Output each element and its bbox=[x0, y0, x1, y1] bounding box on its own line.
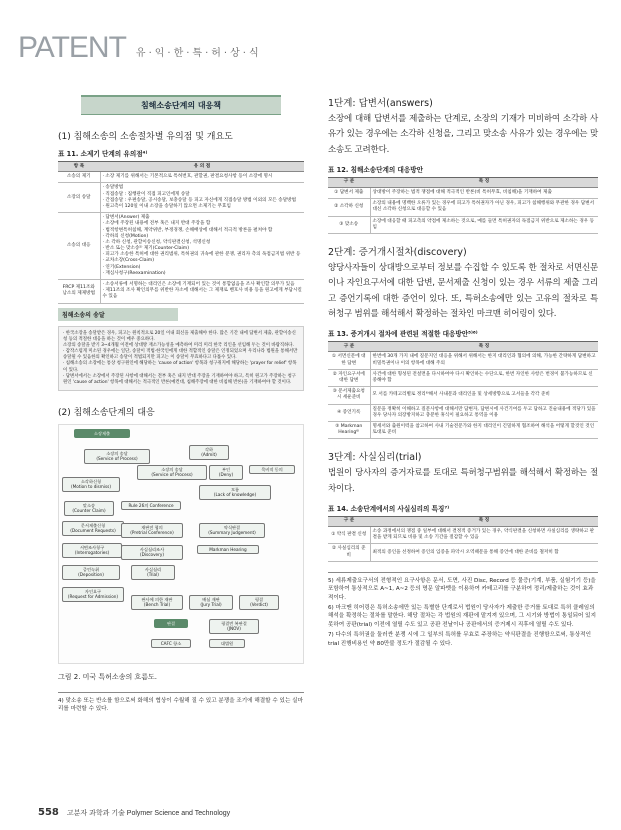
row-key: ① 답변서 제출 bbox=[328, 188, 370, 199]
table14-header: 구 분 bbox=[328, 516, 370, 526]
table-row bbox=[328, 544, 598, 561]
row-value: 모 서를 카테고리별로 정리⁶⁾해서 사내문과 대리인을 및 상세방향으로 고서들을 각각 준비 bbox=[370, 387, 598, 404]
row-key: ④ 증언기록 bbox=[328, 404, 370, 421]
table14 bbox=[328, 516, 598, 562]
header-korean: 유·익·한·특·허·상·식 bbox=[135, 48, 262, 59]
table-row bbox=[328, 352, 598, 369]
value-line: · 소 각하 신청, 관할이송신청, 약식판결신청, 석명신청 bbox=[102, 239, 211, 245]
flow-box: 소장의 송달 (Service of Process) bbox=[137, 465, 207, 480]
right-footnotes bbox=[328, 572, 598, 648]
flow-box: 소장제출 bbox=[74, 429, 130, 438]
value-line: · 교차소장(Cross-Claim) bbox=[102, 258, 155, 264]
table-row bbox=[58, 183, 304, 213]
row-key: ① 약식 판결 신청 bbox=[328, 527, 370, 544]
table-row bbox=[328, 421, 598, 438]
flow-box: Rule 26의 Conference bbox=[121, 501, 181, 510]
table11 bbox=[58, 161, 304, 304]
table-row bbox=[328, 369, 598, 386]
footnote-4: 4) 맞소송 또는 반소를 함으로써 화해의 협상이 수월해 질 수 있고 분쟁을 조기에 해결할 수 있는 실마리를 마련할 수 있다. bbox=[58, 692, 304, 714]
value-line: · 답변서(Answer) 제출 bbox=[102, 215, 150, 221]
flow-box: 재판전 협의 (Pretrial Conference) bbox=[121, 523, 183, 538]
row-value: 명세서와 출원이력을 참고하여 사내 기술전문가와 한지 대리인이 긴밀하게 협조하여 해석을 어떻게 할것인 것인 토대로 준비 bbox=[370, 421, 598, 438]
table12 bbox=[328, 177, 598, 234]
table13-caption: 표 13. 증거개시 절차에 관련된 적절한 대응방안⁵⁾⁶⁾ bbox=[328, 330, 478, 339]
value-list bbox=[103, 174, 303, 180]
row-key: 소장의 송달 bbox=[58, 183, 100, 213]
flow-box: 소장의 송달 (Service of Process) bbox=[84, 449, 150, 464]
stage2-title: 2단계: 증거개시절차(discovery) bbox=[328, 247, 467, 259]
flow-box: 서면조사청구 (Interrogatories) bbox=[62, 543, 122, 558]
row-value: 소송 과정에서의 쟁점 중 일부에 대해서 결정적 증거가 있는 경우, 약식판결을 신청하면 사실심리를 생략하고 판결을 받게 되므로 비용 및 소송 기간을 절감할 수 있음 bbox=[370, 527, 598, 544]
row-key: ② 소각하 신청 bbox=[328, 199, 370, 216]
footnote-line: 7) 다수의 특허권을 둘러싼 분쟁 시에 그 일부의 특허를 무효로 주장하는 약식판결을 진행함으로써, 통상적인 trial 진행비용인 약 80만불 정도가 절감될 수 있다. bbox=[328, 632, 591, 647]
row-key: ③ 문서제출요청 시 세운준비 bbox=[328, 387, 370, 404]
section-title: 침해소송단계의 대응책 bbox=[81, 95, 281, 115]
flow-box: 증언녹취 (Deposition) bbox=[62, 565, 120, 580]
value-line: · 간접송달 : 우편송달, 공시송달, 보충송달 등 피고 자신에게 직접송달 방법 이외의 모든 송달방법 bbox=[102, 197, 297, 203]
flow-box: 부인 (Deny) bbox=[209, 465, 243, 480]
heading-1: (1) 침해소송의 소송절차별 유의점 및 개요도 bbox=[58, 132, 233, 142]
flow-box: CAFC 항소 bbox=[151, 639, 191, 648]
value-line: · 소송서류에 서명하는 대리인은 소장에 기재되어 있는 것이 통합없음을 조사 확인할 의무가 있음 bbox=[102, 282, 295, 287]
flow-box: 평결번 복판결 (JNOV) bbox=[209, 619, 259, 634]
row-value: 상대방이 주장하는 법적 쟁점에 대해 적극적인 반론(비 특허무효, 비침해)을 기재하여 제출 bbox=[370, 188, 598, 199]
flow-box: 평결 (Verdict) bbox=[239, 595, 279, 610]
note-line: · 갑작스럽게 미소된 경우에는 일단, 송달이 적법·한국인에게 대한 적합적인 송달은 인정되었으며 우리나라 법원을 통해서만 송달될 수 있음한의 확인하고 송달이 적법되지만 피고는 이 송달이 무효하다고 다툴수 있다. bbox=[63, 349, 298, 361]
value-line: · 법적항변특허침해, 계약위반, 부정경쟁, 손해배상에 대해서 적극적 방론을 펼쳐야 함 bbox=[102, 227, 273, 233]
stage2-body: 양당사자들이 상대방으로부터 정보를 수집할 수 있도록 한 절차로 서면신문이나 자인요구서에 대한 답변, 문서제출 신청이 있는 경우 서류의 제출 그리고 증언기록에 대한 증언이 있다. 또, 특허소송에만 있는 고유의 절차로 특허청구 범위를 해석해서 확정하는 절차인 마크맨 히어링이 있다. bbox=[328, 263, 598, 319]
table-row bbox=[58, 213, 304, 280]
row-value: 소장에 대응할 때 피고측의 약점에 제소하는 것으로, 예를 들면 특허권자의 독점금지 위반으로 제소하는 경우 등임 bbox=[370, 216, 598, 233]
page-footer bbox=[38, 807, 230, 818]
table-row bbox=[328, 527, 598, 544]
note-line: · 답변서에서는 소장에서 주장된 사항에 대해서는 전부 혹은 내지 반대 주장을 기재하여야 하고, 특히 원고가 주장하는 청구원인 'cause of action' 항목에 대해서는 적극적인 반론(예컨대, 침해주장에 대한 비침해 반론)을 기재하여야 할 것이다. bbox=[63, 373, 296, 385]
flow-box: 사실심리 (Trial) bbox=[131, 565, 175, 580]
row-key: ⑤ Markman Hearing⁶⁾ bbox=[328, 421, 370, 438]
value-list bbox=[103, 185, 303, 210]
flow-box: 문서제출신청 (Document Requests) bbox=[62, 521, 124, 536]
table12-header: 특 징 bbox=[370, 177, 598, 187]
value-line: · 반소 또는 맞소송⁵⁾ 제기(Counter-Claim) bbox=[102, 246, 190, 252]
flow-box: 사실심리조사 (Discovery) bbox=[121, 545, 183, 560]
row-value: 한번에 30개 가지 내에 질문지인 대응을 위해서 위해서는 한지 대리인과 협의에 의해, 가능한 간략하게 답변하고 비밀특권이나 이의 항목에 대해 주의 bbox=[370, 352, 598, 369]
value-line: · 직접송달 : 집행관이 직접 피고인에게 송달 bbox=[102, 191, 190, 197]
flow-box: 배심 재판 (Jury Trial) bbox=[189, 595, 233, 610]
row-value bbox=[100, 213, 304, 280]
flow-box: 맞소송 (Counter Claim) bbox=[64, 501, 114, 516]
notes-box bbox=[58, 326, 304, 391]
stage3-title: 3단계: 사실심리(trial) bbox=[328, 452, 422, 464]
flow-box: 약식판결 (Summary Judgement) bbox=[199, 523, 265, 538]
flow-box: 판사에 의한 재판 (Bench Trial) bbox=[131, 595, 183, 610]
row-value bbox=[100, 183, 304, 213]
flow-box: 모름 (Lack of knowledge) bbox=[199, 485, 271, 500]
table-row bbox=[58, 172, 304, 183]
value-line: · 재심사청구(Reexamination) bbox=[102, 270, 166, 276]
right-column bbox=[328, 95, 598, 650]
stage3-body: 법원이 당사자의 증거자료를 토대로 특허청구범위를 해석해서 확정하는 절차이다. bbox=[328, 468, 598, 494]
row-value: 질문을 정확히 이해하고 질문사항에 대해서만 답변자, 답변시에 사건기여를 두고 답하고 진술내용에 적당가 있을 경우 당사자 의장방지하고 충분한 휴식이 필요하고 통역을 이용 bbox=[370, 404, 598, 421]
table13-header: 구 분 bbox=[328, 342, 370, 352]
row-value: 최적의 증인을 선정하여 증인의 입증을 파악시 오역때문을 통해 증언에 대한 준비를 철저히 함 bbox=[370, 544, 598, 561]
row-key: 소송의 제기 bbox=[58, 172, 100, 183]
table11-caption: 표 11. 소제기 단계의 유의점⁴⁾ bbox=[58, 150, 148, 158]
flow-diagram bbox=[58, 424, 304, 664]
row-key: ③ 맞소송 bbox=[328, 216, 370, 233]
table12-header: 구 분 bbox=[328, 177, 370, 187]
page-number: 558 bbox=[38, 807, 59, 818]
note-line: · 한국소장을 송달받은 경우, 피고는 원칙적으로 20일 이내 회신을 제출해야 한다. 많은 기간 내에 답변서 제출, 관할이송신청 등의 적절한 대응을 하는 것이 매우 중요하다. bbox=[63, 330, 296, 342]
row-key: ① 서면신문에 대한 답변 bbox=[328, 352, 370, 369]
value-list bbox=[103, 215, 303, 277]
sub-title: 침해소송의 송달 bbox=[58, 308, 178, 321]
flow-box: 판결 bbox=[154, 619, 188, 628]
flow-box: 대법원 bbox=[209, 639, 245, 648]
note-line: · 침해소송의 소장에는 통상 청구원인에 해당하는 'cause of action' 항목과 청구취지에 해당하는 'prayer for relief' 항목이 있다. bbox=[63, 361, 297, 373]
flow-box: Markman Hearing bbox=[197, 545, 259, 554]
stage1-body: 소장에 대해 답변서를 제출하는 단계로, 소장의 기재가 미비하여 소각하 사유가 있는 경우에는 소각하 신청을, 그리고 맞소송 사유가 있는 경우에는 맞소송도 고려한다. bbox=[328, 114, 598, 155]
publication-name: 고분자 과학과 기술 Polymer Science and Technology bbox=[66, 809, 231, 817]
table14-caption: 표 14. 소송단계에서의 사실심리의 특징⁷⁾ bbox=[328, 504, 450, 513]
value-line: · 제11조의 조사 확인의무를 위반한 자소에 대해서는 그 제재로 벤호사 비용 등을 원고에게 부담시킬 수 있음 bbox=[102, 288, 302, 300]
flow-box: 자인요구 (Request for Admission) bbox=[62, 587, 124, 602]
value-line: · 각하의 신청(Motion) bbox=[102, 233, 149, 239]
row-value: 사건에 대한 형성된 전설면을 다시하여야 다시 확인하는 수단으로, 한번 자인한 사항은 번경이 불가능하므로 신중해야 함 bbox=[370, 369, 598, 386]
table-row bbox=[328, 404, 598, 421]
row-key: ② 자인요구서에 대한 답변 bbox=[328, 369, 370, 386]
row-key: 소송의 대응 bbox=[58, 213, 100, 280]
table-row bbox=[328, 188, 598, 199]
footnote-line: 5) 세류제출요구서의 전형적인 요구사항은 문서, 도면, 사진 Disc, Record 등 물증(기계, 부품, 실험기기 등)을 포함하여 통상적으로 A~1, A~2 등의 명문 알파벳을 이용하여 카테고리를 구분하여 정리/제출하는 것이 효과적이다. bbox=[328, 577, 596, 601]
heading-2: (2) 침해소송단계의 대응 bbox=[58, 407, 155, 418]
stage1-title: 1단계: 답변서(answers) bbox=[328, 98, 433, 109]
table-row bbox=[328, 387, 598, 404]
row-value: 소장의 내용에 명백한 오류가 있는 경우에 피고가 특허권자가 아닌 경우, 피고가 침해행위와 무관한 경우 답변서 대신 소각하 신청으로 대응할 수 있음 bbox=[370, 199, 598, 216]
header-english: PATENT bbox=[18, 31, 126, 64]
flow-box: 소각하신청 (Motion to dismiss) bbox=[62, 477, 120, 492]
flow-box: 묵비적 동의 bbox=[249, 465, 295, 474]
value-line: · 원고측이 120일 이내 소장을 송달하기 않으면 소제기는 무효임 bbox=[102, 203, 231, 209]
value-list bbox=[103, 282, 303, 301]
table13 bbox=[328, 341, 598, 439]
value-line: · 연기(Extension) bbox=[102, 264, 141, 270]
table14-header: 특 징 bbox=[370, 516, 598, 526]
row-value bbox=[100, 280, 304, 304]
page-header bbox=[18, 33, 262, 63]
flow-box: 각하 (Admit) bbox=[189, 445, 229, 460]
table11-header: 유 의 점 bbox=[100, 162, 304, 172]
value-line: · 피고가 소송한 특허에 대한 권리범위, 특허권의 귀속에 관한 분쟁, 권리자 측의 독점금지법 위반 등 bbox=[102, 252, 301, 258]
table-row bbox=[328, 216, 598, 233]
table12-caption: 표 12. 침해소송단계의 대응방안 bbox=[328, 165, 424, 174]
table-row bbox=[58, 280, 304, 304]
value-line: · 소장 제기를 위해서는 기본적으로 특허번호, 관할권, 판결요청사항 등이 소장에 명시 bbox=[102, 174, 273, 180]
row-key: ② 사실심리의 준비 bbox=[328, 544, 370, 561]
row-key: FRCP 제11조와 남소의 제제방법 bbox=[58, 280, 100, 304]
table11-header: 항 목 bbox=[58, 162, 100, 172]
note-line: 소장의 송달을 받기 3~4개월 이전에 상대방 재소가능성을 예측하여 미리 미리 한국 리인을 선임해 두는 것이 바람직하다. bbox=[63, 342, 294, 348]
value-line: · 송달방법 bbox=[102, 185, 124, 191]
figure-caption: 그림 2. 미국 특허소송의 흐름도. bbox=[58, 672, 157, 681]
left-column bbox=[58, 95, 304, 714]
value-line: · 소장에 주장된 내용에 전부 혹은 내지 반대 주장을 함 bbox=[102, 221, 211, 227]
table13-header: 특 징 bbox=[370, 342, 598, 352]
row-value bbox=[100, 172, 304, 183]
footnote-line: 6) 마크맨 히어링은 특허소송에만 있는 특별한 단계로서 법원이 당사자가 제출한 증거를 토대로 특허 클레임의 해석을 확정하는 절차를 말한다. 해당 절차는 각 법원의 재판에 맡겨져 있으며, 그 시기와 방법이 통일되어 있지 못하여 공판(trial) 이전에 열릴 수도 있고 공판 전날이나 공판에서의 증거제시 직후에 열릴 수도 있다. bbox=[328, 604, 596, 628]
table-row bbox=[328, 199, 598, 216]
